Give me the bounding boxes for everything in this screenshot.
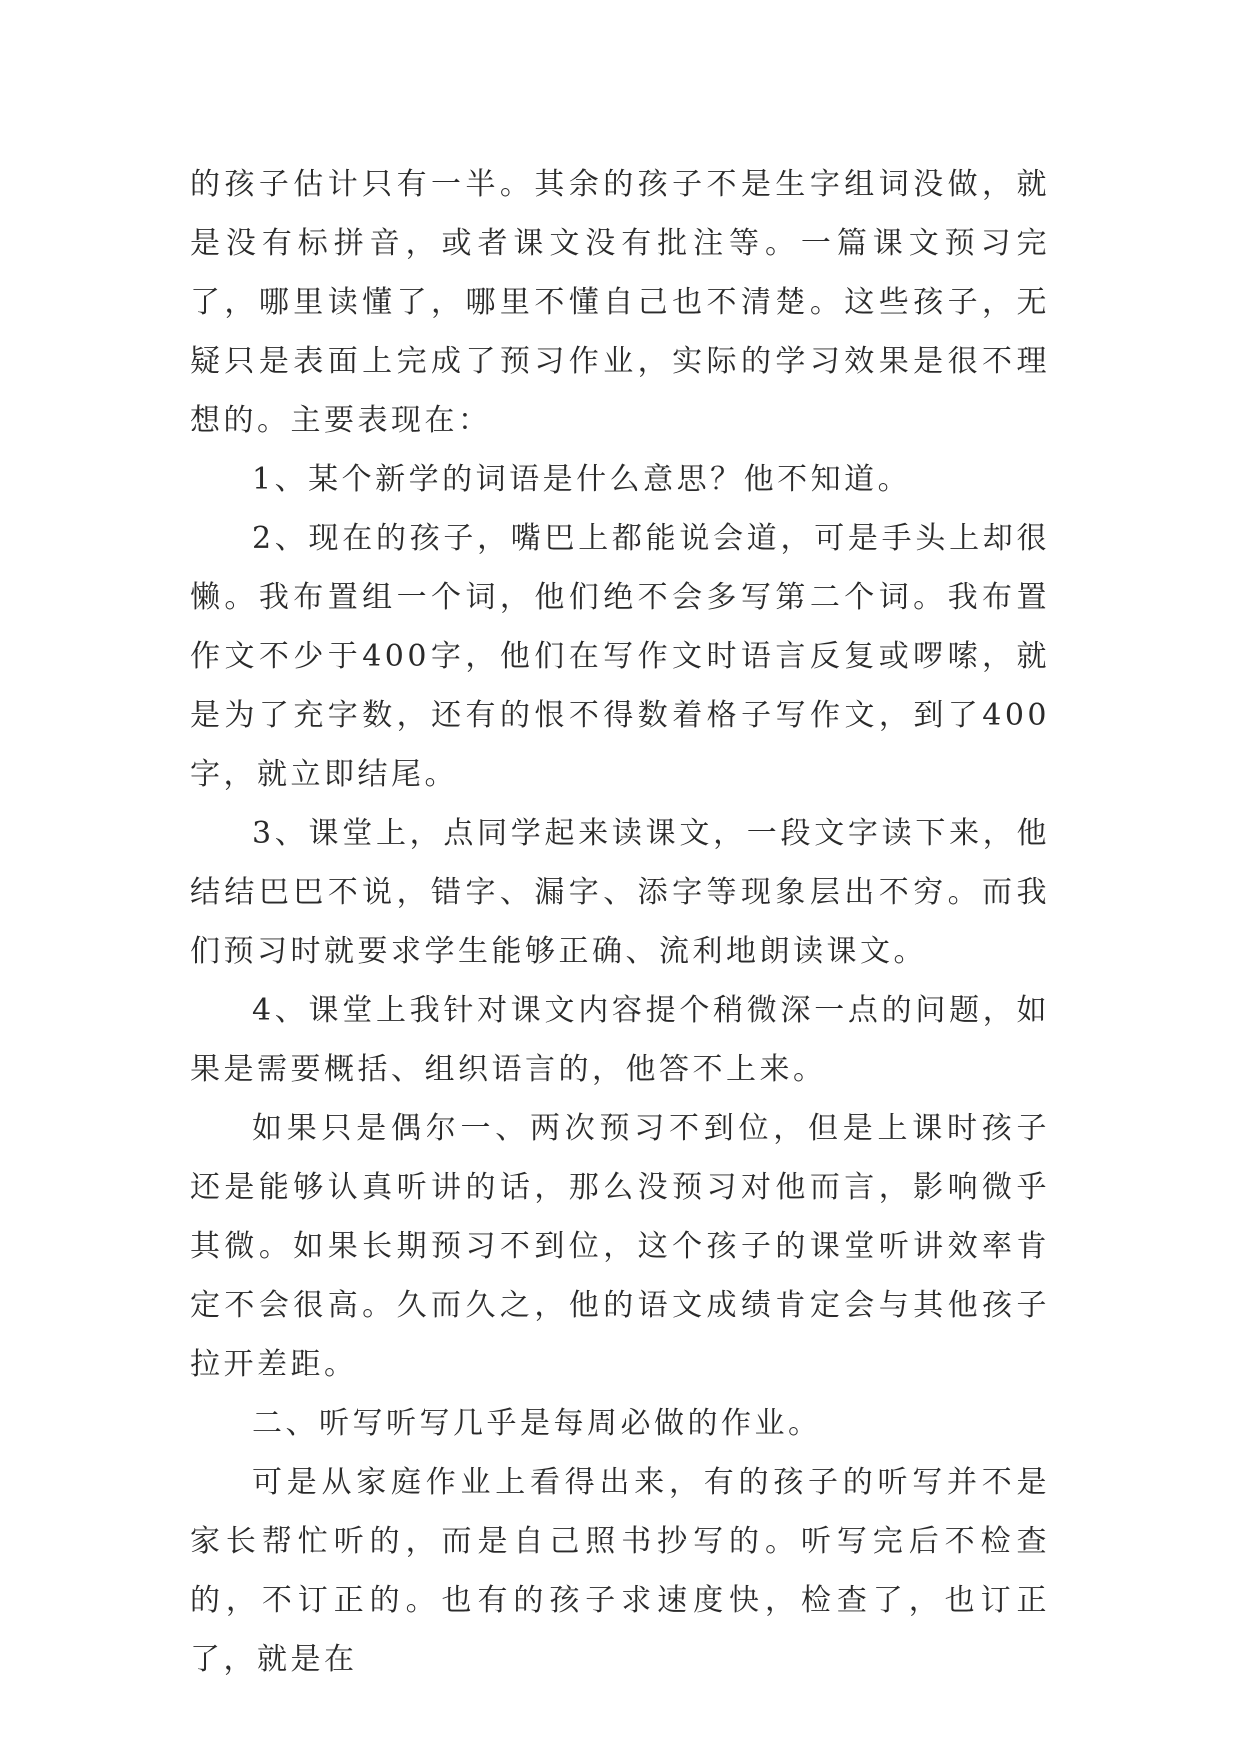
paragraph-4: 3、课堂上，点同学起来读课文，一段文字读下来，他结结巴巴不说，错字、漏字、添字等现象层出不穷。而我们预习时就要求学生能够正确、流利地朗读课文。	[190, 816, 1050, 969]
paragraph-1: 的孩子估计只有一半。其余的孩子不是生字组词没做，就是没有标拼音，或者课文没有批注等。一篇课文预习完了，哪里读懂了，哪里不懂自己也不清楚。这些孩子，无疑只是表面上完成了预习作业，实际的学习效果是很不理想的。主要表现在：	[190, 167, 1050, 438]
paragraph-8: 可是从家庭作业上看得出来，有的孩子的听写并不是家长帮忙听的，而是自己照书抄写的。听写完后不检查的，不订正的。也有的孩子求速度快，检查了，也订正了，就是在	[190, 1465, 1050, 1677]
paragraph-6: 如果只是偶尔一、两次预习不到位，但是上课时孩子还是能够认真听讲的话，那么没预习对他而言，影响微乎其微。如果长期预习不到位，这个孩子的课堂听讲效率肯定不会很高。久而久之，他的语文成绩肯定会与其他孩子拉开差距。	[190, 1111, 1050, 1382]
paragraph-5: 4、课堂上我针对课文内容提个稍微深一点的问题，如果是需要概括、组织语言的，他答不上来。	[190, 993, 1050, 1087]
paragraph-3: 2、现在的孩子，嘴巴上都能说会道，可是手头上却很懒。我布置组一个词，他们绝不会多写第二个词。我布置作文不少于400字，他们在写作文时语言反复或啰嗦，就是为了充字数，还有的恨不得数着格子写作文，到了400字，就立即结尾。	[190, 521, 1050, 792]
document-body	[190, 155, 1050, 1689]
paragraph-2: 1、某个新学的词语是什么意思？他不知道。	[252, 462, 912, 497]
section-heading-dictation: 二、听写听写几乎是每周必做的作业。	[252, 1406, 822, 1441]
